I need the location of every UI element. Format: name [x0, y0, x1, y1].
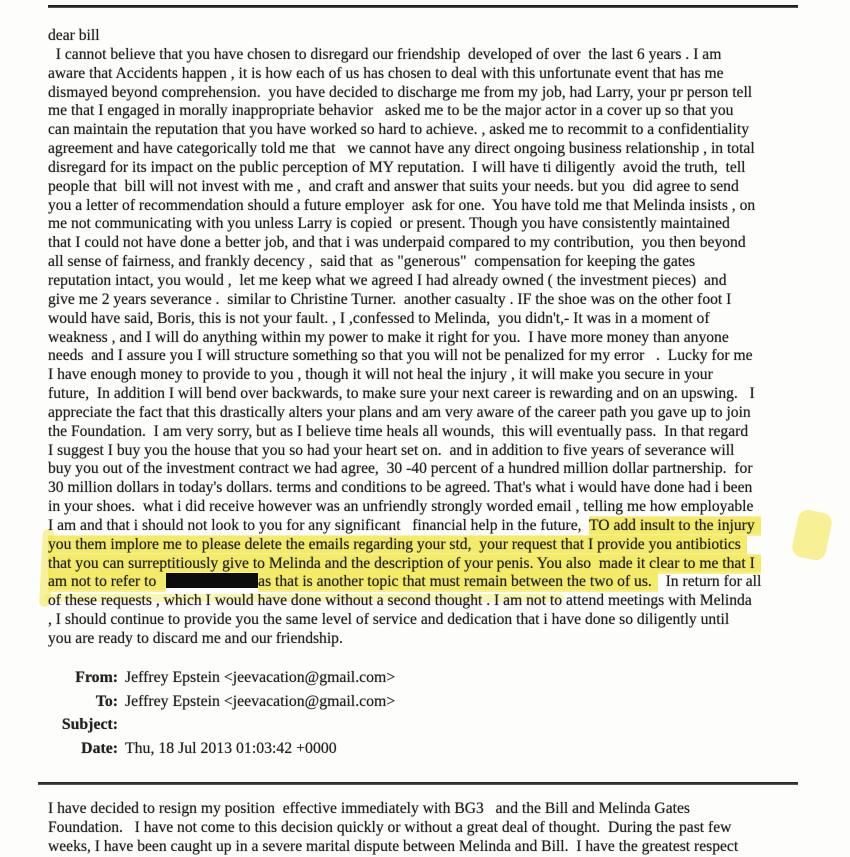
body-text-segment: in your shoes. what i did receive however was an unfriendly strongly worded email , telling me how employable	[48, 498, 754, 516]
body-text-segment: needs and I assure you I will structure something so that you will not be penalized for my error . Lucky for me	[48, 347, 753, 365]
body-line	[48, 479, 820, 498]
body-text-segment: weakness , and I will do anything within my power to make it right for you. I have more money than anyone	[48, 328, 729, 346]
body-text-segment: agreement and have categorically told me that we cannot have any direct ongoing business relationship , in total	[48, 140, 755, 158]
body-line	[48, 442, 820, 461]
body-text-segment: you are ready to discard me and our friendship.	[48, 630, 343, 647]
body-line	[48, 46, 820, 65]
body-text-segment: give me 2 years severance . similar to Christine Turner. another casualty . IF the shoe was on the other foot I	[48, 290, 732, 308]
body-line	[48, 140, 820, 159]
body-line	[48, 611, 820, 630]
body-line	[48, 102, 820, 121]
body-text-segment: , I should continue to provide you the same level of service and dedication that i have done so diligently until	[48, 611, 730, 629]
body-line	[48, 121, 820, 140]
highlighted-text: am not to refer to	[48, 573, 166, 590]
header-row-from	[0, 666, 600, 690]
body-line: I have decided to resign my position effective immediately with BG3 and the Bill and Melinda Gates	[48, 800, 690, 817]
body-text-segment: that I could not have done a better job, and that i was underpaid compared to my contribution, you then beyond	[48, 234, 746, 252]
body-line	[48, 27, 820, 46]
body-text-segment: I have enough money to provide to you , though it will not heal the injury , it will make you secure in your	[48, 366, 713, 384]
body-text-segment: dismayed beyond comprehension. you have decided to discharge me from my job, had Larry, your pr person tell	[48, 83, 753, 101]
body-line	[48, 234, 820, 253]
body-line	[48, 573, 820, 592]
section-divider-rule	[38, 782, 798, 785]
body-line	[48, 310, 820, 329]
second-email-body	[48, 799, 820, 857]
body-line	[48, 517, 820, 536]
body-line	[48, 385, 820, 404]
body-line	[48, 460, 820, 479]
body-text-segment: of these requests , which I would have done without a second thought . I am not to attend meetings with Melinda	[48, 592, 752, 610]
body-line: weeks, I have been caught up in a severe marital dispute between Melinda and Bill. I have the greatest respect	[48, 838, 739, 856]
body-text-segment: I suggest I buy you the house that you so had your heart set on. and in addition to five years of severance will	[48, 441, 735, 459]
body-line	[48, 536, 820, 555]
body-text-segment: you a letter of recommendation should a future employer ask for one. You have told me that Melinda insists , on	[48, 196, 756, 214]
body-text-segment: the Foundation. I am very sorry, but as I believe time heals all wounds, this will eventually pass. In that regard	[48, 422, 749, 440]
body-line	[48, 404, 820, 423]
body-text-segment: dear bill	[48, 27, 100, 44]
highlighted-text: you them implore me to please delete the emails regarding your std, your request that I provide you antibiotics	[48, 536, 747, 553]
email-header	[0, 666, 600, 761]
body-line	[48, 329, 820, 348]
body-text-segment: future, In addition I will bend over backwards, to make sure your next career is rewarding and on an upswing. I	[48, 385, 755, 403]
body-text-segment: I am and that i should not look to you for any significant financial help in the future,	[48, 516, 590, 534]
body-line	[48, 347, 820, 366]
body-line	[48, 423, 820, 442]
body-line	[48, 65, 820, 84]
email-body-text	[48, 27, 820, 649]
body-text-segment: I cannot believe that you have chosen to disregard our friendship developed of over the last 6 years . I am	[48, 45, 722, 63]
body-line	[48, 555, 820, 574]
body-line	[48, 215, 820, 234]
header-row-subject	[0, 713, 600, 737]
body-line	[48, 178, 820, 197]
highlighted-text: TO add insult to the injury	[589, 517, 761, 534]
header-value-date: Thu, 18 Jul 2013 01:03:42 +0000	[125, 740, 337, 758]
body-text-segment: aware that Accidents happen , it is how each of us has chosen to deal with this unfortunate event that has me	[48, 64, 724, 82]
header-value-from: Jeffrey Epstein <jeevacation@gmail.com>	[125, 669, 396, 686]
body-line	[48, 366, 820, 385]
body-line	[48, 272, 820, 291]
body-line	[48, 159, 820, 178]
redaction-bar	[166, 573, 258, 588]
header-row-to	[0, 690, 600, 714]
body-text-segment: In return for all	[657, 573, 762, 591]
body-line	[48, 498, 820, 517]
body-text-segment: buy you out of the investment contract we had agree, 30 -40 percent of a hundred million dollar partnership. for	[48, 460, 753, 478]
body-text-segment: can maintain the reputation that you have worked so hard to achieve. , asked me to recommit to a confidentiality	[48, 121, 750, 139]
body-text-segment: would have said, Boris, this is not your fault. , I ,confessed to Melinda, you didn't,- It was in a moment of	[48, 309, 710, 327]
body-line	[48, 84, 820, 103]
highlighted-text: that you can surreptitiously give to Melinda and the description of your penis. You also made it clear to me that I	[48, 555, 761, 572]
body-text-segment: disregard for its impact on the public perception of MY reputation. I will have ti diligently avoid the truth, tell	[48, 158, 746, 176]
body-line	[48, 291, 820, 310]
body-text-segment: me that I engaged in morally inappropriate behavior asked me to be the major actor in a cover up so that you	[48, 102, 734, 120]
body-line	[48, 253, 820, 272]
top-divider-rule	[48, 5, 798, 8]
body-line: Foundation. I have not come to this decision quickly or without a great deal of thought. During the past few	[48, 819, 732, 837]
header-label-date: Date:	[81, 740, 118, 758]
body-line	[48, 592, 820, 611]
header-label-subject: Subject:	[61, 716, 118, 734]
body-line	[48, 197, 820, 216]
highlighted-text: as that is another topic that must remain between the two of us.	[258, 573, 658, 590]
body-text-segment: me not communicating with you unless Larry is copied or present. Though you have consistently maintained	[48, 215, 730, 233]
body-text-segment: people that bill will not invest with me , and craft and answer that suits your needs. but you did agree to send	[48, 177, 739, 195]
header-label-from: From:	[75, 669, 118, 686]
header-row-date	[0, 737, 600, 761]
body-text-segment: reputation intact, you would , let me keep what we agreed I had already owned ( the investment pieces) and	[48, 271, 727, 289]
header-label-to: To:	[95, 692, 118, 710]
body-text-segment: 30 million dollars in today's dollars. terms and conditions to be agreed. That's what i would have done had i been	[48, 479, 753, 497]
body-line	[48, 630, 820, 649]
header-value-to: Jeffrey Epstein <jeevacation@gmail.com>	[125, 692, 396, 710]
body-text-segment: all sense of fairness, and frankly decency , said that as "generous" compensation for keeping the gates	[48, 253, 696, 271]
body-text-segment: appreciate the fact that this drastically alters your plans and am very aware of the career path you gave up to join	[48, 403, 751, 421]
